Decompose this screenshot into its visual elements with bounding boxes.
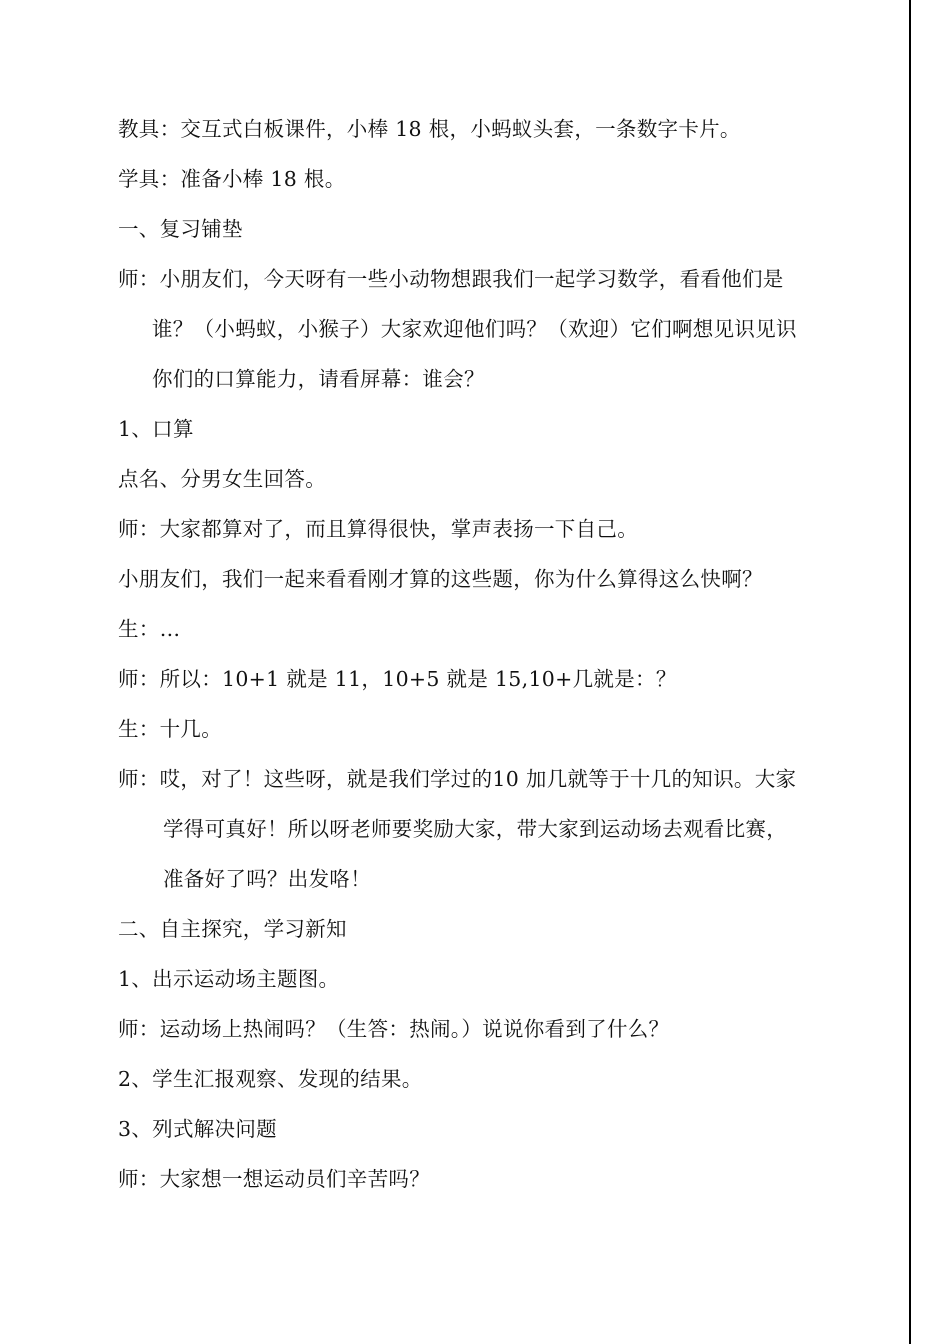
teacher-paragraph-continued: 学得可真好！所以呀老师要奖励大家，带大家到运动场去观看比赛， (163, 817, 787, 841)
text-line: 点名、分男女生回答。 (118, 467, 326, 491)
teacher-line: 师：所以：10+1 就是 11，10+5 就是 15,10+几就是：？ (118, 667, 677, 691)
text-line: 小朋友们，我们一起来看看刚才算的这些题，你为什么算得这么快啊？ (118, 567, 763, 591)
teacher-paragraph-continued: 谁？（小蚂蚁，小猴子）大家欢迎他们吗？（欢迎）它们啊想见识见识 (152, 317, 797, 341)
teacher-line: 师：运动场上热闹吗？（生答：热闹。）说说你看到了什么？ (118, 1017, 670, 1041)
teacher-paragraph-continued: 你们的口算能力，请看屏幕：谁会？ (152, 367, 485, 391)
subheading-oral-calculation: 1、口算 (118, 417, 194, 441)
page-border-line (909, 0, 911, 1344)
step-line: 3、列式解决问题 (118, 1117, 277, 1141)
teacher-paragraph-continued: 准备好了吗？出发咯！ (163, 867, 371, 891)
student-aids-line: 学具：准备小棒 18 根。 (118, 167, 346, 191)
step-line: 2、学生汇报观察、发现的结果。 (118, 1067, 423, 1091)
teacher-line: 师：大家想一想运动员们辛苦吗？ (118, 1167, 430, 1191)
document-body (118, 104, 858, 1204)
student-line: 生：… (118, 617, 181, 641)
section-heading-review: 一、复习铺垫 (118, 217, 243, 241)
student-line: 生：十几。 (118, 717, 222, 741)
teacher-paragraph: 师：小朋友们，今天呀有一些小动物想跟我们一起学习数学，看看他们是 (118, 267, 784, 291)
section-heading-exploration: 二、自主探究，学习新知 (118, 917, 347, 941)
teacher-paragraph: 师：哎，对了！这些呀，就是我们学过的10 加几就等于十几的知识。大家 (118, 767, 797, 791)
teacher-line: 师：大家都算对了，而且算得很快，掌声表扬一下自己。 (118, 517, 638, 541)
teaching-aids-line: 教具：交互式白板课件，小棒 18 根，小蚂蚁头套，一条数字卡片。 (118, 117, 741, 141)
step-line: 1、出示运动场主题图。 (118, 967, 340, 991)
